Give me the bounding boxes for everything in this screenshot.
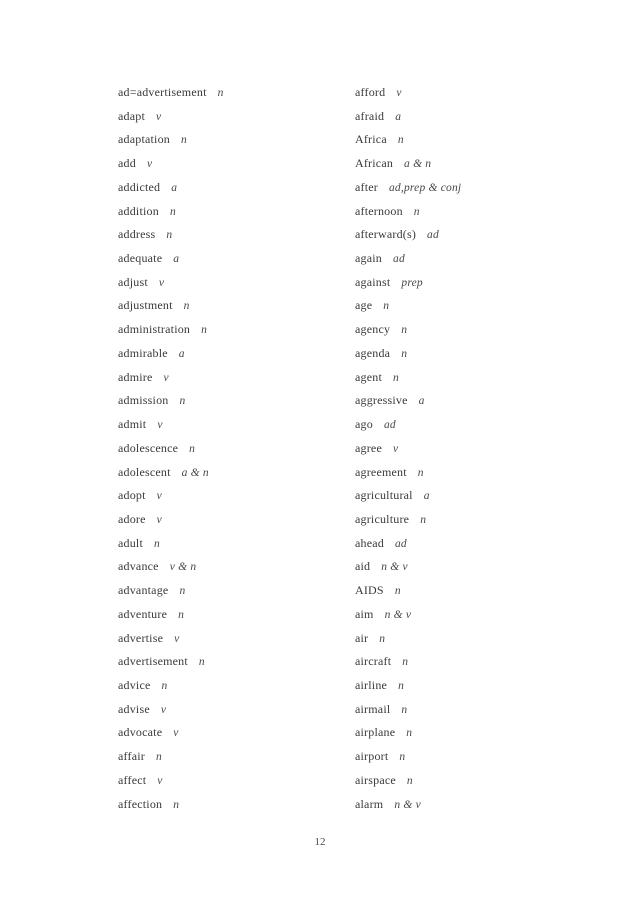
word-text: alarm (355, 796, 384, 811)
pos-tag: n (166, 229, 173, 242)
word-text: advice (118, 677, 151, 692)
word-entry (118, 389, 353, 413)
word-entry (355, 105, 590, 129)
pos-tag: n (420, 513, 427, 526)
word-entry (355, 698, 590, 722)
pos-tag: v (396, 87, 402, 99)
word-text: airline (355, 677, 388, 692)
word-text: airport (355, 749, 389, 764)
pos-tag: n (154, 537, 160, 550)
word-text: addicted (118, 179, 161, 194)
pos-tag: n (394, 585, 401, 598)
word-entry (355, 793, 590, 817)
pos-tag: v (157, 419, 163, 432)
word-text: airplane (355, 725, 396, 740)
pos-tag: v (174, 632, 180, 645)
pos-tag: v & n (169, 561, 197, 574)
word-entry (355, 294, 590, 318)
word-text: aggressive (355, 393, 408, 408)
word-entry (118, 603, 353, 627)
word-entry (118, 769, 353, 793)
word-text: agreement (355, 464, 407, 479)
word-entry (118, 247, 353, 271)
pos-tag: v (160, 703, 167, 716)
word-text: agricultural (355, 488, 413, 503)
word-text: advantage (118, 583, 169, 598)
word-text: adequate (118, 251, 163, 266)
word-text: advocate (118, 725, 163, 740)
pos-tag: a (171, 181, 178, 194)
word-entry (118, 650, 353, 674)
word-text: adolescent (118, 464, 171, 479)
word-list-left-column (118, 81, 353, 816)
word-entry (355, 247, 590, 271)
word-entry (118, 223, 353, 247)
pos-tag: a (418, 395, 425, 408)
pos-tag: n (383, 300, 390, 313)
pos-tag: n (183, 300, 190, 313)
word-entry (355, 128, 590, 152)
word-text: adjustment (118, 298, 173, 313)
word-text: adaptation (118, 132, 170, 147)
pos-tag: v (157, 774, 163, 787)
word-text: ahead (355, 535, 384, 550)
pos-tag: n (399, 751, 406, 764)
word-entry (118, 579, 353, 603)
word-entry (355, 176, 590, 200)
word-entry (118, 366, 353, 390)
word-entry (118, 81, 353, 105)
word-text: ad=advertisement (118, 85, 207, 99)
word-entry (355, 461, 590, 485)
pos-tag: n (189, 442, 196, 455)
word-entry (118, 555, 353, 579)
word-text: admire (118, 369, 153, 384)
word-text: air (355, 630, 369, 645)
pos-tag: n (402, 656, 409, 669)
pos-tag: v (158, 276, 165, 289)
word-entry (355, 271, 590, 295)
word-text: add (118, 156, 136, 171)
pos-tag: v (173, 727, 179, 740)
pos-tag: v (163, 371, 169, 384)
word-text: afraid (355, 108, 385, 123)
word-entry (355, 152, 590, 176)
pos-tag: n & v (381, 561, 408, 574)
word-text: advance (118, 559, 159, 574)
word-entry (118, 342, 353, 366)
word-text: advertise (118, 630, 164, 645)
pos-tag: n (401, 324, 408, 337)
word-text: afternoon (355, 203, 403, 218)
pos-tag: n (155, 751, 162, 764)
word-text: adventure (118, 606, 168, 621)
word-entry (355, 413, 590, 437)
pos-tag: a (173, 253, 180, 266)
pos-tag: a (178, 347, 185, 360)
pos-tag: n (406, 774, 413, 787)
pos-tag: ad (393, 253, 405, 266)
pos-tag: a (395, 110, 402, 123)
word-text: afford (355, 85, 386, 99)
word-entry (118, 461, 353, 485)
word-text: administration (118, 322, 191, 337)
word-text: affection (118, 796, 163, 811)
pos-tag: n (217, 87, 224, 99)
pos-tag: n (179, 585, 186, 598)
word-entry (355, 223, 590, 247)
word-entry (118, 128, 353, 152)
word-entry (118, 627, 353, 651)
word-entry (118, 105, 353, 129)
word-entry (118, 674, 353, 698)
pos-tag: v (156, 513, 162, 526)
pos-tag: ad,prep & conj (388, 181, 462, 194)
word-entry (355, 508, 590, 532)
word-entry (355, 555, 590, 579)
word-entry (355, 579, 590, 603)
pos-tag: a & n (404, 158, 432, 171)
word-text: agency (355, 322, 391, 337)
word-entry (355, 674, 590, 698)
pos-tag: n (198, 656, 205, 669)
word-entry (355, 745, 590, 769)
word-text: adolescence (118, 440, 179, 455)
page-number: 12 (314, 836, 326, 848)
word-entry (118, 484, 353, 508)
word-entry (355, 769, 590, 793)
pos-tag: a & n (181, 466, 209, 479)
pos-tag: n (173, 798, 180, 811)
word-text: affair (118, 749, 145, 764)
word-entry (118, 176, 353, 200)
pos-tag: n (398, 679, 405, 692)
word-text: adore (118, 511, 146, 526)
word-text: agriculture (355, 511, 410, 526)
word-entry (355, 532, 590, 556)
pos-tag: n (401, 703, 408, 716)
word-text: ago (355, 417, 373, 432)
word-entry (355, 342, 590, 366)
word-text: against (355, 274, 391, 289)
word-entry (355, 721, 590, 745)
word-text: adjust (118, 274, 148, 289)
pos-tag: n (180, 134, 187, 147)
pos-tag: n (161, 679, 168, 692)
word-text: admit (118, 417, 147, 432)
word-text: Africa (355, 132, 387, 147)
word-text: affect (118, 772, 147, 787)
word-text: afterward(s) (355, 227, 417, 242)
word-entry (118, 508, 353, 532)
word-entry (118, 437, 353, 461)
word-list-right-column (355, 81, 590, 816)
pos-tag: v (146, 158, 153, 171)
word-text: agenda (355, 345, 391, 360)
word-entry (355, 627, 590, 651)
word-entry (118, 318, 353, 342)
word-text: address (118, 227, 156, 242)
pos-tag: n (379, 632, 386, 645)
word-entry (355, 603, 590, 627)
word-entry (355, 650, 590, 674)
word-text: adopt (118, 488, 146, 503)
word-text: addition (118, 203, 159, 218)
pos-tag: v (156, 490, 162, 503)
word-entry (355, 200, 590, 224)
word-entry (118, 294, 353, 318)
word-text: aircraft (355, 654, 392, 669)
word-text: AIDS (355, 583, 384, 598)
pos-tag: n & v (394, 798, 421, 811)
word-entry (118, 413, 353, 437)
pos-tag: n & v (384, 608, 412, 621)
word-text: airmail (355, 701, 391, 716)
word-text: aid (355, 559, 371, 574)
pos-tag: n (178, 608, 185, 621)
word-entry (118, 532, 353, 556)
word-text: agent (355, 369, 382, 384)
pos-tag: ad (427, 229, 439, 242)
pos-tag: ad (394, 537, 407, 550)
pos-tag: n (397, 134, 404, 147)
word-entry (118, 271, 353, 295)
word-text: age (355, 298, 373, 313)
word-entry (118, 152, 353, 176)
word-entry (118, 793, 353, 817)
pos-tag: n (169, 205, 176, 218)
word-entry (355, 437, 590, 461)
pos-tag: prep (401, 276, 423, 289)
word-text: again (355, 251, 382, 266)
pos-tag: v (156, 110, 162, 123)
pos-tag: n (179, 395, 186, 408)
pos-tag: v (392, 442, 399, 455)
word-text: airspace (355, 772, 396, 787)
word-text: advertisement (118, 654, 188, 669)
word-entry (355, 484, 590, 508)
pos-tag: n (393, 371, 399, 384)
word-text: admirable (118, 345, 168, 360)
word-text: after (355, 179, 378, 194)
word-text: aim (355, 606, 374, 621)
pos-tag: n (401, 347, 408, 360)
word-entry (118, 200, 353, 224)
word-text: agree (355, 440, 382, 455)
pos-tag: ad (383, 419, 396, 432)
word-entry (355, 366, 590, 390)
word-entry (118, 745, 353, 769)
word-entry (355, 389, 590, 413)
word-text: advise (118, 701, 150, 716)
word-text: adult (118, 535, 143, 550)
word-text: admission (118, 393, 169, 408)
word-entry (355, 318, 590, 342)
pos-tag: n (406, 727, 413, 740)
word-entry (118, 721, 353, 745)
pos-tag: n (413, 205, 420, 218)
word-entry (118, 698, 353, 722)
pos-tag: n (201, 324, 208, 337)
word-entry (355, 81, 590, 105)
word-text: African (355, 156, 394, 171)
pos-tag: n (417, 466, 424, 479)
pos-tag: a (423, 490, 430, 503)
word-text: adapt (118, 108, 145, 123)
